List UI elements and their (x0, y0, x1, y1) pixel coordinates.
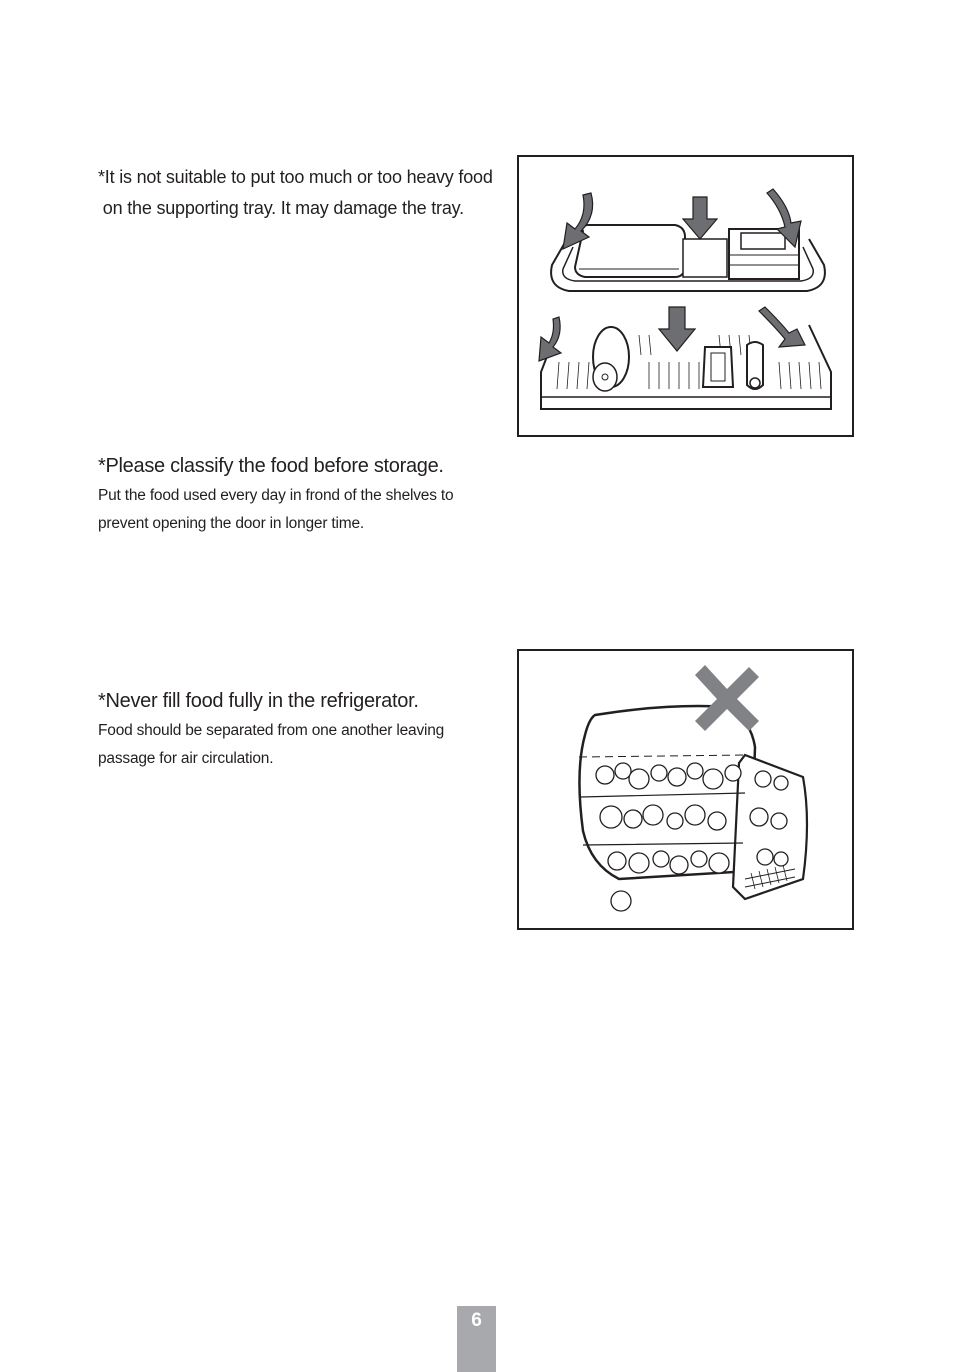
page-number: 6 (471, 1310, 482, 1331)
tray-note (98, 162, 493, 224)
tray-note-text (98, 162, 493, 224)
overfill-note (98, 688, 444, 773)
classify-note-line-1: Put the food used every day in frond of the shelves to (98, 487, 454, 504)
tray-airflow-illustration (519, 157, 852, 435)
tray-airflow-figure (517, 155, 854, 437)
classify-note (98, 453, 453, 538)
classify-note-line-2: prevent opening the door in longer time. (98, 515, 365, 532)
overfill-note-title: *Never fill food fully in the refrigerator. (98, 690, 419, 712)
overfilled-fridge-illustration (519, 651, 852, 928)
classify-note-body (98, 482, 453, 538)
overfill-note-line-2: passage for air circulation. (98, 750, 274, 767)
overfill-note-line-1: Food should be separated from one another leaving (98, 722, 445, 739)
classify-note-title: *Please classify the food before storage. (98, 455, 444, 477)
page-number-tab (457, 1306, 496, 1372)
overfill-note-body (98, 717, 444, 773)
overfilled-fridge-figure (517, 649, 854, 930)
tray-note-line-2: on the supporting tray. It may damage the tray. (98, 198, 464, 218)
tray-note-line-1: *It is not suitable to put too much or too heavy food (98, 167, 493, 187)
